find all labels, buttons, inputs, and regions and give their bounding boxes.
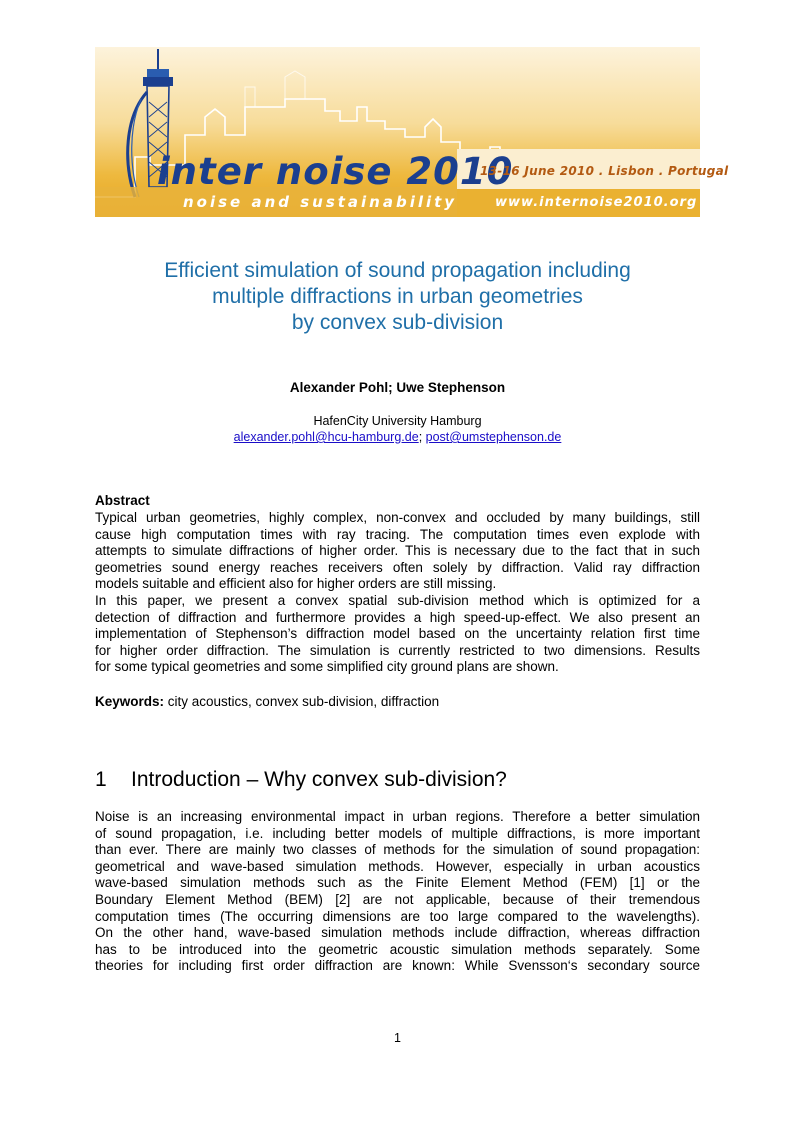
text-line: Noise is an increasing environmental impact in urban regions. Therefore a better simulation: [95, 809, 700, 824]
text-line: On the other hand, wave-based simulation methods include diffraction, whereas diffraction: [95, 925, 700, 941]
keywords: [95, 694, 439, 709]
title-line: multiple diffractions in urban geometries: [212, 285, 583, 308]
text-line: implementation of Stephenson’s diffraction model based on the uncertainty relation first time: [95, 626, 700, 642]
text-line: Typical urban geometries, highly complex, non-convex and occluded by many buildings, still: [95, 510, 700, 525]
text-line: has to be introduced into the geometric acoustic simulation methods separately. Some: [95, 941, 700, 957]
text-line: theories for including first order diffraction are known: While Svensson‘s secondary source: [95, 958, 700, 974]
authors: Alexander Pohl; Uwe Stephenson: [289, 380, 506, 395]
section-body: [95, 809, 700, 975]
affiliation: [95, 413, 700, 445]
text-line: detection of diffraction and furthermore provides a high speed-up-effect. We also present an: [95, 609, 700, 625]
abstract-body: [95, 510, 700, 676]
section-number: 1: [95, 768, 107, 791]
conference-name: inter noise 2010: [157, 150, 514, 193]
email-link-1[interactable]: alexander.pohl@hcu-hamburg.de: [233, 430, 419, 444]
text-line: Boundary Element Method (BEM) [2] are not applicable, because of their tremendous: [95, 891, 700, 907]
text-line: cause high computation times with ray tracing. The computation times even explode with: [95, 526, 700, 542]
abstract-heading: Abstract: [95, 493, 150, 508]
paper-title: [95, 258, 700, 336]
text-line: for higher order diffraction. The simulation is currently restricted to two dimensions. Results: [95, 642, 700, 658]
text-line: In this paper, we present a convex spatial sub-division method which is optimized for a: [95, 592, 700, 608]
title-line: by convex sub-division: [291, 311, 504, 334]
text-line: geometries sound energy reaches receivers often solely by diffraction. Valid ray diffraction: [95, 559, 700, 575]
text-line: than ever. There are mainly two classes of methods for the simulation of sound propagation:: [95, 842, 700, 858]
conference-banner: [95, 47, 729, 217]
text-line: models suitable and efficient also for higher orders are still missing.: [95, 576, 497, 592]
section-heading: [95, 768, 507, 792]
text-line: of sound propagation, i.e. including better models of multiple diffractions, is more important: [95, 825, 700, 841]
email-line: [95, 429, 700, 445]
text-line: geometrical and wave-based simulation methods. However, especially in urban acoustics: [95, 858, 700, 874]
text-line: computation times (The occurring dimensions are too large compared to the wavelengths).: [95, 908, 700, 924]
email-separator: ;: [418, 430, 426, 444]
text-line: for some typical geometries and some simplified city ground plans are shown.: [95, 659, 559, 675]
conference-url: www.internoise2010.org: [495, 195, 698, 210]
email-link-2[interactable]: post@umstephenson.de: [425, 430, 562, 444]
section-title: Introduction – Why convex sub-division?: [131, 768, 507, 791]
text-line: attempts to simulate diffractions of higher order. This is necessary due to the fact that in such: [95, 543, 700, 559]
keywords-label: Keywords:: [95, 694, 165, 709]
conference-tagline: noise and sustainability: [183, 193, 458, 211]
keywords-text: city acoustics, convex sub-division, diffraction: [164, 694, 440, 709]
title-line: Efficient simulation of sound propagation including: [164, 259, 631, 282]
page-number: 1: [394, 1031, 401, 1045]
text-line: wave-based simulation methods such as the Finite Element Method (FEM) [1] or the: [95, 875, 700, 891]
institution: HafenCity University Hamburg: [313, 414, 482, 428]
conference-dates: 13-16 June 2010 . Lisbon . Portugal: [480, 164, 729, 178]
